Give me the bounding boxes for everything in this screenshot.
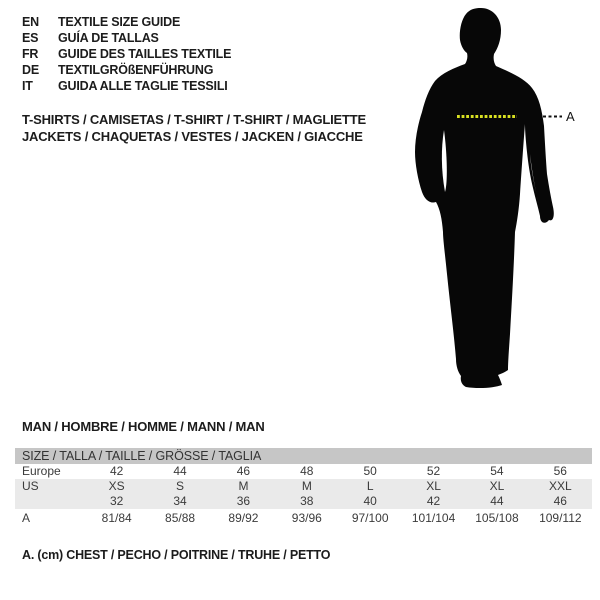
size-value: 42 [426,494,441,508]
table-row-a [15,509,592,527]
language-row-de [22,62,231,78]
size-table-body [15,464,592,527]
size-value: 32 [110,494,124,508]
language-row-fr [22,46,231,62]
language-row-en [22,14,231,30]
row-label: A [22,511,31,525]
category-list [22,111,366,145]
language-row-it [22,78,231,94]
size-value: XL [426,479,441,493]
table-row-numeric [15,494,592,509]
size-value: 44 [173,464,187,478]
size-value: 52 [426,464,441,478]
size-value: M [301,479,312,493]
size-value: XL [489,479,505,493]
measurement-footnote: A. (cm) CHEST / PECHO / POITRINE / TRUHE / PETTO [22,548,331,562]
man-silhouette-shape [415,8,554,388]
language-label: TEXTILGRÖßENFÜHRUNG [58,63,214,77]
size-value: 105/108 [475,511,519,525]
man-silhouette [398,4,568,394]
size-value: 89/92 [228,511,259,525]
language-label: GUÍA DE TALLAS [58,31,159,45]
size-value: 54 [490,464,504,478]
table-row-europe [15,464,592,479]
language-label: GUIDE DES TAILLES TEXTILE [58,47,232,61]
size-value: 85/88 [165,511,196,525]
size-value: XS [108,479,125,493]
size-value: 46 [236,464,251,478]
size-value: 109/112 [539,511,582,525]
size-value: XXL [548,479,572,493]
size-value: 44 [490,494,504,508]
size-value: 40 [363,494,377,508]
size-value: 50 [363,464,377,478]
size-value: 81/84 [101,511,132,525]
man-silhouette-svg [398,4,568,394]
size-value: 93/96 [291,511,322,525]
size-value: 101/104 [411,511,456,525]
size-value: 97/100 [351,511,389,525]
row-label [15,494,85,509]
language-list [22,14,231,94]
size-value: 42 [110,464,124,478]
size-value: 46 [553,494,567,508]
size-value: 48 [300,464,314,478]
language-label: TEXTILE SIZE GUIDE [58,15,181,29]
row-label: Europe [22,464,61,478]
size-table-header: SIZE / TALLA / TAILLE / GRÖSSE / TAGLIA [15,448,592,464]
row-label: US [22,479,39,493]
language-code: FR [22,47,39,61]
size-table [15,448,592,527]
category-line-1: T-SHIRTS / CAMISETAS / T-SHIRT / T-SHIRT / MAGLIETTE [22,112,366,127]
section-title-man: MAN / HOMBRE / HOMME / MANN / MAN [22,419,265,434]
language-code: EN [22,15,39,29]
category-line-2: JACKETS / CHAQUETAS / VESTES / JACKEN / GIACCHE [22,129,363,144]
language-code: ES [22,31,39,45]
size-value: S [176,479,185,493]
size-value: 56 [553,464,567,478]
size-value: 34 [173,494,187,508]
size-value: M [238,479,249,493]
language-label: GUIDA ALLE TAGLIE TESSILI [58,79,228,93]
size-value: 36 [236,494,251,508]
language-code: IT [22,79,33,93]
language-code: DE [22,63,39,77]
size-value: L [366,479,374,493]
language-row-es [22,30,231,46]
measurement-label-a: A [566,109,575,124]
size-value: 38 [300,494,314,508]
table-row-us [15,479,592,494]
